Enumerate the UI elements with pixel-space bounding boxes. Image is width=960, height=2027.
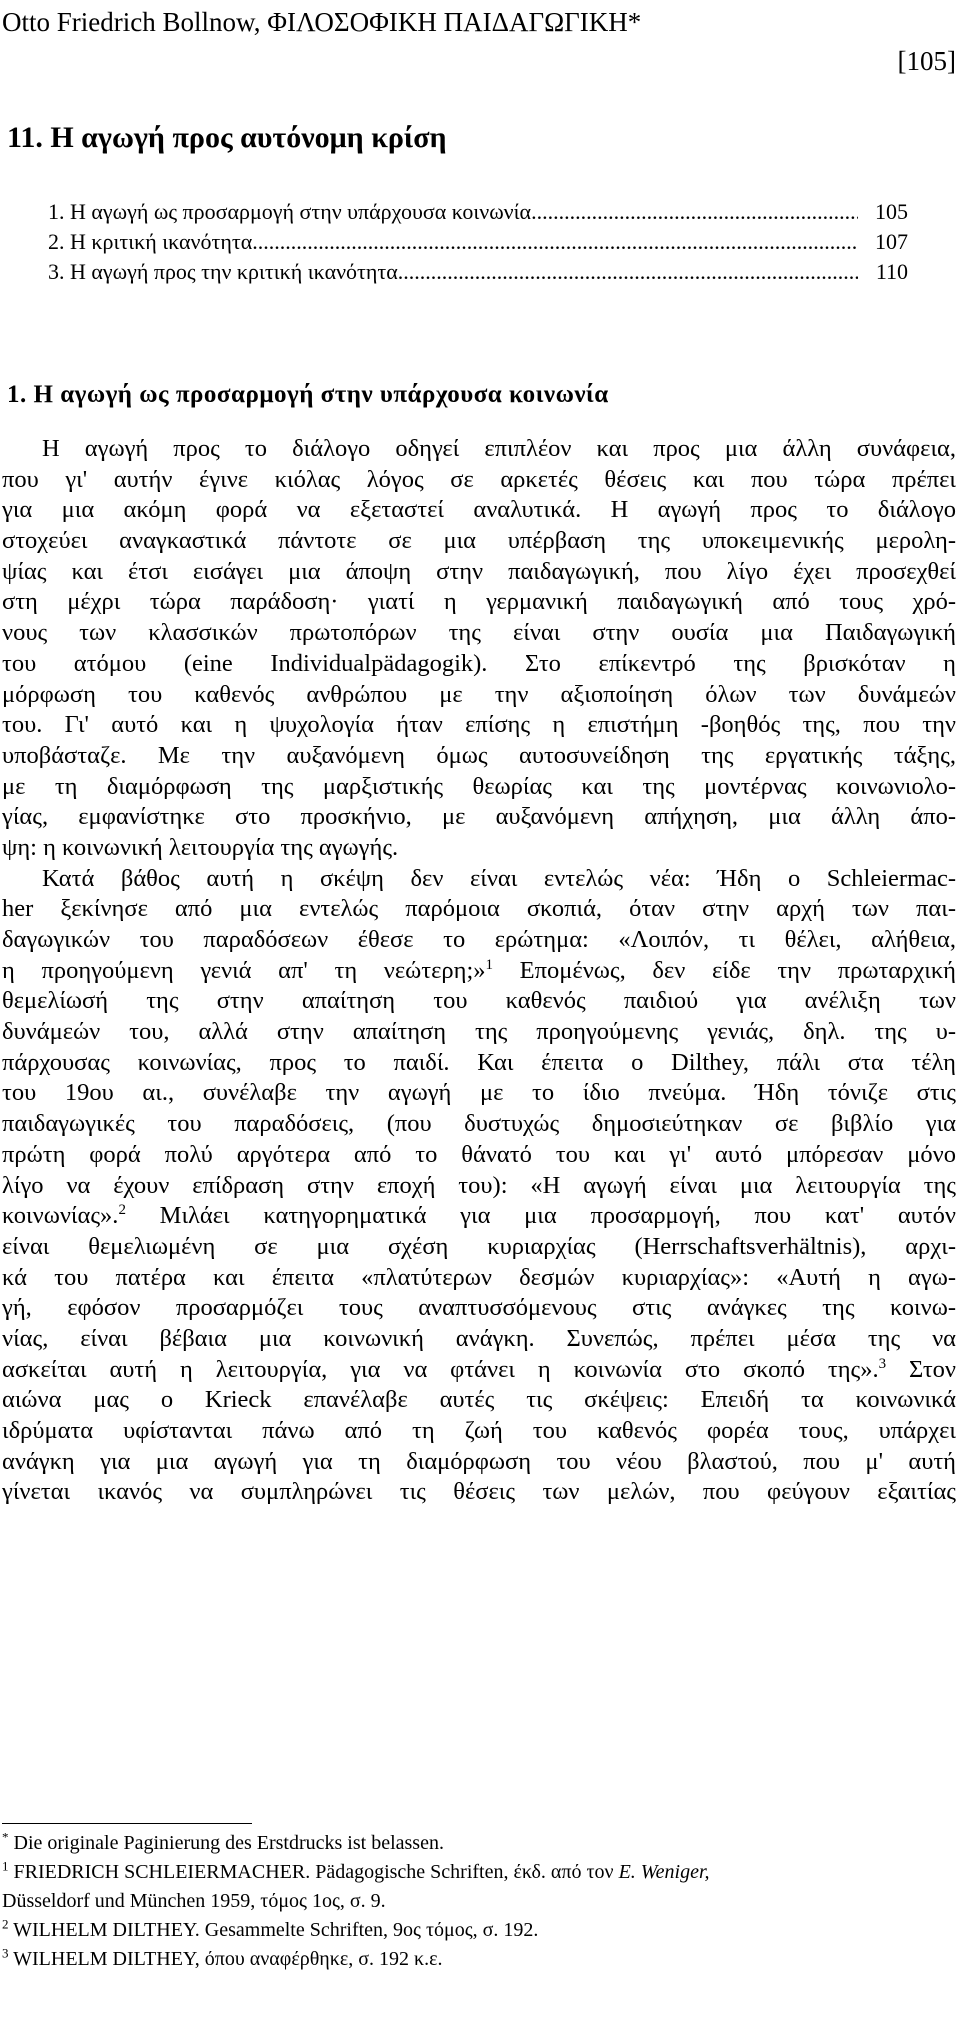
text-line: πρώτη φορά πολύ αργότερα από το θάνατό του και γι' αυτό μπόρεσαν μόνο xyxy=(2,1140,956,1168)
running-header xyxy=(2,4,956,76)
footnote-italic: E. Weniger, xyxy=(618,1861,710,1883)
text-line: γίνεται ικανός να συμπληρώνει τις θέσεις των μελών, που φεύγουν εξαιτίας xyxy=(2,1478,956,1506)
text-line: στοχεύει αναγκαστικά πάντοτε σε μια υπέρβαση της υποκειμενικής μερολη- xyxy=(2,527,956,555)
footnote-text: FRIEDRICH SCHLEIERMACHER. Pädagogische Schriften, έκδ. από τον xyxy=(8,1861,619,1883)
toc-entry xyxy=(48,257,908,287)
footnote-3 xyxy=(2,1945,956,1974)
text-line: ιδρύματα υφίστανται πάνω από τη ζωή του καθενός φορέα τους, υπάρχει xyxy=(2,1417,956,1444)
footnote-text: WILHELM DILTHEY, όπου αναφέρθηκε, σ. 192 κ.ε. xyxy=(8,1948,443,1970)
footnote-ref-2[interactable]: 2 xyxy=(118,1202,126,1219)
text-line: στη μέχρι τώρα παράδοση· γιατί η γερμανική παιδαγωγική από τους χρό- xyxy=(2,588,956,616)
toc-entry xyxy=(48,227,908,257)
toc-entry-label: 3. Η αγωγή προς την κριτική ικανότητα xyxy=(48,259,398,284)
text-segment: Μιλάει κατηγορηματικά για μια προσαρμογή, που κατ' αυτόν xyxy=(125,1202,956,1230)
toc-entry-page: 107 xyxy=(875,229,908,254)
text-line: πάρχουσας κοινωνίας, προς το παιδί. Και έπειτα ο Dilthey, πάλι στα τέλη xyxy=(2,1048,956,1076)
text-line: είναι θεμελιωμένη σε μια σχέση κυριαρχίας (Herrschaftsverhältnis), αρχι- xyxy=(2,1232,956,1260)
text-line: ψη: η κοινωνική λειτουργία της αγωγής. xyxy=(2,833,399,861)
footnote-mark: * xyxy=(2,1829,9,1845)
toc-entry-label: 2. Η κριτική ικανότητα xyxy=(48,229,253,254)
text-segment: ασκείται αυτή η λειτουργία, για να φτάνει η κοινωνία στο σκοπό της». xyxy=(2,1355,879,1383)
toc-entry-page: 105 xyxy=(875,199,908,224)
toc-entry-page: 110 xyxy=(875,259,908,284)
footnote-ref-1[interactable]: 1 xyxy=(485,956,494,973)
toc-leader-dots xyxy=(252,227,858,257)
page-number: [105] xyxy=(897,46,956,76)
footnotes xyxy=(2,1829,956,1974)
footnote-mark: 1 xyxy=(2,1858,9,1874)
text-line: κά του πατέρα και έπειτα «πλατύτερων δεσμών κυριαρχίας»: «Αυτή η αγω- xyxy=(2,1263,956,1291)
toc-entry xyxy=(48,197,908,227)
section-heading: 1. Η αγωγή ως προσαρμογή στην υπάρχουσα κοινωνία xyxy=(7,381,609,408)
text-line: γίας, εμφανίστηκε στο προσκήνιο, με αυξανόμενη απήχηση, μια άλλη άπο- xyxy=(2,803,956,831)
footnote-1 xyxy=(2,1858,956,1887)
text-line: νίας, είναι βέβαια μια κοινωνική ανάγκη. Συνεπώς, πρέπει μέσα της να xyxy=(2,1324,956,1352)
footnote-mark: 2 xyxy=(2,1916,9,1932)
footnote-1-cont: Düsseldorf und München 1959, τόμος 1ος, σ. 9. xyxy=(2,1890,386,1912)
text-line: αιώνα μας ο Krieck επανέλαβε αυτές τις σκέψεις: Επειδή τα κοινωνικά xyxy=(2,1386,956,1414)
text-line xyxy=(2,956,956,987)
text-line: δαγωγικών του παραδόσεων έθεσε το ερώτημα: «Λοιπόν, τι θέλει, αλήθεια, xyxy=(2,926,956,953)
text-line: του. Γι' αυτό και η ψυχολογία ήταν επίσης η επιστήμη -βοηθός της, που την xyxy=(2,711,956,739)
table-of-contents xyxy=(48,197,908,287)
text-line: δυνάμεών του, αλλά στην απαίτηση της προηγούμενης γενιάς, δηλ. της υ- xyxy=(2,1018,956,1046)
header-title: Otto Friedrich Bollnow, ΦΙΛΟΣΟΦΙΚΗ ΠΑΙΔΑΓΩΓΙΚΗ* xyxy=(2,7,642,37)
text-line: Κατά βάθος αυτή η σκέψη δεν είναι εντελώς νέα: Ήδη ο Schleiermac- xyxy=(42,864,956,892)
footnote-star xyxy=(2,1829,956,1858)
text-line: για μια ακόμη φορά να εξεταστεί αναλυτικά. Η αγωγή προς το διάλογο xyxy=(2,496,956,524)
footnote-text: WILHELM DILTHEY. Gesammelte Schriften, 9ος τόμος, σ. 192. xyxy=(8,1919,539,1941)
chapter-title: 11. Η αγωγή προς αυτόνομη κρίση xyxy=(7,121,447,154)
text-line xyxy=(2,1201,956,1232)
toc-entry-label: 1. Η αγωγή ως προσαρμογή στην υπάρχουσα κοινωνία xyxy=(48,199,532,224)
text-line xyxy=(2,1355,956,1386)
text-line: του 19ου αι., συνέλαβε την αγωγή με το ίδιο πνεύμα. Ήδη τόνιζε στις xyxy=(2,1079,956,1107)
text-line: που γι' αυτήν έγινε κιόλας λόγος σε αρκετές θέσεις και που τώρα πρέπει xyxy=(2,465,956,493)
text-segment: κοινωνίας». xyxy=(2,1202,119,1230)
text-line: νους των κλασσικών πρωτοπόρων της είναι στην ουσία μια Παιδαγωγική xyxy=(2,619,956,647)
text-line: με τη διαμόρφωση της μαρξιστικής θεωρίας και της μοντέρνας κοινωνιολο- xyxy=(2,772,956,800)
text-segment: η προηγούμενη γενιά απ' τη νεώτερη;» xyxy=(2,956,486,984)
footnote-separator xyxy=(2,1823,252,1824)
text-line: παιδαγωγικές του παραδόσεις, (που δυστυχώς δημοσιεύτηκαν σε βιβλίο για xyxy=(2,1110,956,1138)
text-line: υποβάσταζε. Με την αυξανόμενη όμως αυτοσυνείδηση της εργατικής τάξης, xyxy=(2,741,956,769)
text-line: μόρφωση του καθενός ανθρώπου με την αξιοποίηση όλων των δυνάμεών xyxy=(2,680,956,708)
footnote-2 xyxy=(2,1916,956,1945)
text-line: ανάγκη για μια αγωγή για τη διαμόρφωση του νέου βλαστού, που μ' αυτή xyxy=(2,1447,956,1475)
footnote-mark: 3 xyxy=(2,1945,9,1961)
text-line: her ξεκίνησε από μια εντελώς παρόμοια σκοπιά, όταν στην αρχή των παι- xyxy=(2,895,956,923)
toc-leader-dots xyxy=(398,257,858,287)
footnote-ref-3[interactable]: 3 xyxy=(878,1355,887,1372)
text-line: ψίας και έτσι εισάγει μια άποψη στην παιδαγωγική, που λίγο έχει προσεχθεί xyxy=(2,557,956,585)
text-line: λίγο να έχουν επίδραση στην εποχή του): «Η αγωγή είναι μια λειτουργία της xyxy=(2,1171,956,1199)
text-line: Η αγωγή προς το διάλογο οδηγεί επιπλέον και προς μια άλλη συνάφεια, xyxy=(42,435,956,462)
text-segment: Στον xyxy=(886,1355,956,1383)
text-segment: Επομένως, δεν είδε την πρωταρχική xyxy=(493,956,956,984)
footnote-text: Die originale Paginierung des Erstdrucks ist belassen. xyxy=(8,1832,444,1854)
body-text xyxy=(2,434,956,1508)
text-line: του ατόμου (eine Individualpädagogik). Στο επίκεντρό της βρισκόταν η xyxy=(2,649,956,677)
toc-leader-dots xyxy=(531,197,858,227)
text-line: θεμελίωσή της στην απαίτηση του καθενός παιδιού για ανέλιξη των xyxy=(2,987,956,1015)
text-line: γή, εφόσον προσαρμόζει τους αναπτυσσόμενους στις ανάγκες της κοινω- xyxy=(2,1294,956,1322)
